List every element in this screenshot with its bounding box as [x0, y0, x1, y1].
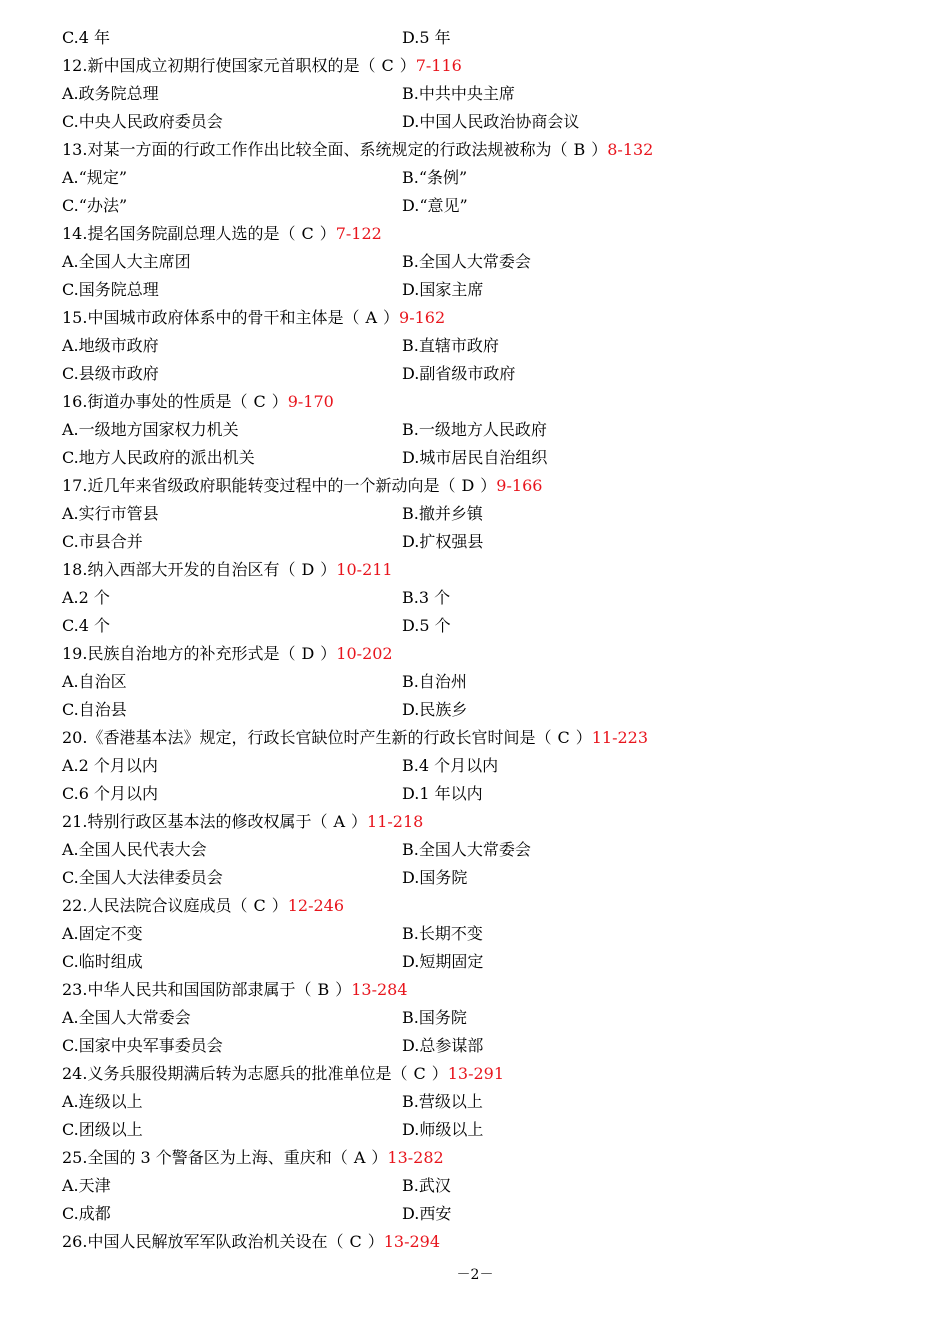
option-c: C.自治县	[62, 700, 127, 719]
page-reference: 10-202	[336, 644, 393, 663]
answer-letter: B	[573, 140, 586, 159]
page-reference: 13-282	[387, 1148, 444, 1167]
option-row	[62, 500, 892, 528]
option-d: D.师级以上	[402, 1120, 484, 1139]
question-text: 23.中华人民共和国国防部隶属于（	[62, 980, 312, 999]
option-d: D.5 个	[402, 616, 451, 635]
option-a: A.2 个月以内	[62, 756, 158, 775]
question-stem	[62, 1060, 892, 1088]
page-reference: 7-116	[415, 56, 462, 75]
option-c: C.团级以上	[62, 1120, 143, 1139]
option-row	[62, 1172, 892, 1200]
answer-letter: C	[381, 56, 394, 75]
close-paren: ）	[371, 1148, 388, 1167]
answer-letter: D	[301, 644, 315, 663]
option-a: A.固定不变	[62, 924, 143, 943]
option-b: B.全国人大常委会	[402, 840, 531, 859]
option-c: C.市县合并	[62, 532, 143, 551]
option-d: D.1 年以内	[402, 784, 483, 803]
option-row	[62, 780, 892, 808]
answer-letter: D	[301, 560, 315, 579]
option-b: B.撤并乡镇	[402, 504, 483, 523]
option-c: C.成都	[62, 1204, 111, 1223]
option-row	[62, 248, 892, 276]
question-text: 20.《香港基本法》规定，行政长官缺位时产生新的行政长官时间是（	[62, 728, 552, 747]
option-c: C.临时组成	[62, 952, 143, 971]
option-row	[62, 612, 892, 640]
question-text: 22.人民法院合议庭成员（	[62, 896, 248, 915]
option-c: C.4 个	[62, 616, 111, 635]
close-paren: ）	[320, 560, 337, 579]
option-row	[62, 24, 892, 52]
question-text: 25.全国的 3 个警备区为上海、重庆和（	[62, 1148, 348, 1167]
question-stem	[62, 808, 892, 836]
option-d: D.国家主席	[402, 280, 484, 299]
question-stem	[62, 892, 892, 920]
option-row	[62, 696, 892, 724]
option-a: A.“规定”	[62, 168, 128, 187]
question-text: 16.街道办事处的性质是（	[62, 392, 248, 411]
option-row	[62, 444, 892, 472]
close-paren: ）	[351, 812, 368, 831]
question-stem	[62, 556, 892, 584]
option-a: A.自治区	[62, 672, 127, 691]
answer-letter: A	[353, 1148, 366, 1167]
option-b: B.营级以上	[402, 1092, 483, 1111]
option-c: C.国家中央军事委员会	[62, 1036, 223, 1055]
close-paren: ）	[271, 392, 288, 411]
option-c: C.6 个月以内	[62, 784, 159, 803]
question-text: 15.中国城市政府体系中的骨干和主体是（	[62, 308, 360, 327]
option-b: B.“条例”	[402, 168, 468, 187]
answer-letter: C	[557, 728, 570, 747]
question-stem	[62, 640, 892, 668]
close-paren: ）	[480, 476, 497, 495]
option-d: D.5 年	[402, 28, 451, 47]
question-stem	[62, 220, 892, 248]
option-d: D.总参谋部	[402, 1036, 484, 1055]
option-a: A.实行市管县	[62, 504, 159, 523]
question-text: 21.特别行政区基本法的修改权属于（	[62, 812, 328, 831]
option-b: B.中共中央主席	[402, 84, 515, 103]
option-c: C.“办法”	[62, 196, 128, 215]
option-b: B.一级地方人民政府	[402, 420, 547, 439]
option-row	[62, 528, 892, 556]
option-a: A.全国人大常委会	[62, 1008, 191, 1027]
close-paren: ）	[271, 896, 288, 915]
option-row	[62, 1088, 892, 1116]
option-a: A.2 个	[62, 588, 110, 607]
option-row	[62, 752, 892, 780]
option-b: B.全国人大常委会	[402, 252, 531, 271]
option-row	[62, 416, 892, 444]
option-c: C.国务院总理	[62, 280, 159, 299]
option-row	[62, 864, 892, 892]
close-paren: ）	[383, 308, 400, 327]
option-a: A.全国人民代表大会	[62, 840, 207, 859]
close-paren: ）	[399, 56, 416, 75]
option-b: B.武汉	[402, 1176, 451, 1195]
option-b: B.直辖市政府	[402, 336, 499, 355]
question-stem	[62, 388, 892, 416]
question-list	[62, 24, 892, 1256]
option-row	[62, 1004, 892, 1032]
option-row	[62, 668, 892, 696]
option-d: D.城市居民自治组织	[402, 448, 548, 467]
answer-letter: B	[317, 980, 330, 999]
option-c: C.县级市政府	[62, 364, 159, 383]
close-paren: ）	[591, 140, 608, 159]
option-a: A.连级以上	[62, 1092, 143, 1111]
close-paren: ）	[319, 224, 336, 243]
answer-letter: C	[413, 1064, 426, 1083]
option-row	[62, 1200, 892, 1228]
option-d: D.扩权强县	[402, 532, 484, 551]
option-row	[62, 1032, 892, 1060]
option-row	[62, 332, 892, 360]
option-row	[62, 80, 892, 108]
option-b: B.4 个月以内	[402, 756, 499, 775]
option-a: A.一级地方国家权力机关	[62, 420, 239, 439]
question-text: 24.义务兵服役期满后转为志愿兵的批准单位是（	[62, 1064, 408, 1083]
answer-letter: C	[253, 392, 266, 411]
close-paren: ）	[367, 1232, 384, 1251]
answer-letter: C	[301, 224, 314, 243]
close-paren: ）	[431, 1064, 448, 1083]
option-d: D.国务院	[402, 868, 468, 887]
answer-letter: D	[461, 476, 475, 495]
answer-letter: C	[349, 1232, 362, 1251]
page-number: －2－	[456, 1267, 494, 1283]
page-reference: 7-122	[335, 224, 382, 243]
question-stem	[62, 52, 892, 80]
option-b: B.国务院	[402, 1008, 467, 1027]
question-text: 18.纳入西部大开发的自治区有（	[62, 560, 296, 579]
option-c: C.中央人民政府委员会	[62, 112, 223, 131]
close-paren: ）	[320, 644, 337, 663]
question-text: 12.新中国成立初期行使国家元首职权的是（	[62, 56, 376, 75]
option-b: B.自治州	[402, 672, 467, 691]
question-text: 19.民族自治地方的补充形式是（	[62, 644, 296, 663]
option-row	[62, 920, 892, 948]
option-row	[62, 276, 892, 304]
option-row	[62, 948, 892, 976]
page-reference: 13-294	[383, 1232, 441, 1251]
option-d: D.民族乡	[402, 700, 468, 719]
option-row	[62, 192, 892, 220]
option-a: A.地级市政府	[62, 336, 159, 355]
question-stem	[62, 1144, 892, 1172]
answer-letter: C	[253, 896, 266, 915]
page-reference: 13-291	[447, 1064, 505, 1083]
page-reference: 9-170	[287, 392, 334, 411]
option-row	[62, 1116, 892, 1144]
option-row	[62, 360, 892, 388]
page-reference: 8-132	[607, 140, 654, 159]
option-row	[62, 584, 892, 612]
page-reference: 10-211	[336, 560, 393, 579]
option-d: D.短期固定	[402, 952, 484, 971]
question-stem	[62, 472, 892, 500]
question-stem	[62, 976, 892, 1004]
option-a: A.政务院总理	[62, 84, 159, 103]
page-reference: 9-166	[496, 476, 543, 495]
question-text: 13.对某一方面的行政工作作出比较全面、系统规定的行政法规被称为（	[62, 140, 568, 159]
close-paren: ）	[575, 728, 592, 747]
option-b: B.3 个	[402, 588, 451, 607]
option-b: B.长期不变	[402, 924, 483, 943]
question-stem	[62, 304, 892, 332]
page-reference: 11-223	[591, 728, 649, 747]
page-reference: 12-246	[287, 896, 345, 915]
option-a: A.全国人大主席团	[62, 252, 191, 271]
option-d: D.“意见”	[402, 196, 468, 215]
option-c: C.全国人大法律委员会	[62, 868, 223, 887]
question-stem	[62, 1228, 892, 1256]
option-row	[62, 836, 892, 864]
option-a: A.天津	[62, 1176, 111, 1195]
question-stem	[62, 136, 892, 164]
question-text: 14.提名国务院副总理人选的是（	[62, 224, 296, 243]
close-paren: ）	[335, 980, 352, 999]
question-stem	[62, 724, 892, 752]
page-reference: 9-162	[399, 308, 446, 327]
answer-letter: A	[365, 308, 378, 327]
option-d: D.副省级市政府	[402, 364, 516, 383]
answer-letter: A	[333, 812, 346, 831]
page-reference: 13-284	[351, 980, 408, 999]
option-c: C.地方人民政府的派出机关	[62, 448, 255, 467]
option-d: D.中国人民政治协商会议	[402, 112, 580, 131]
question-text: 26.中国人民解放军军队政治机关设在（	[62, 1232, 344, 1251]
option-d: D.西安	[402, 1204, 452, 1223]
option-row	[62, 108, 892, 136]
option-c: C.4 年	[62, 28, 111, 47]
question-text: 17.近几年来省级政府职能转变过程中的一个新动向是（	[62, 476, 456, 495]
page-reference: 11-218	[367, 812, 424, 831]
option-row	[62, 164, 892, 192]
